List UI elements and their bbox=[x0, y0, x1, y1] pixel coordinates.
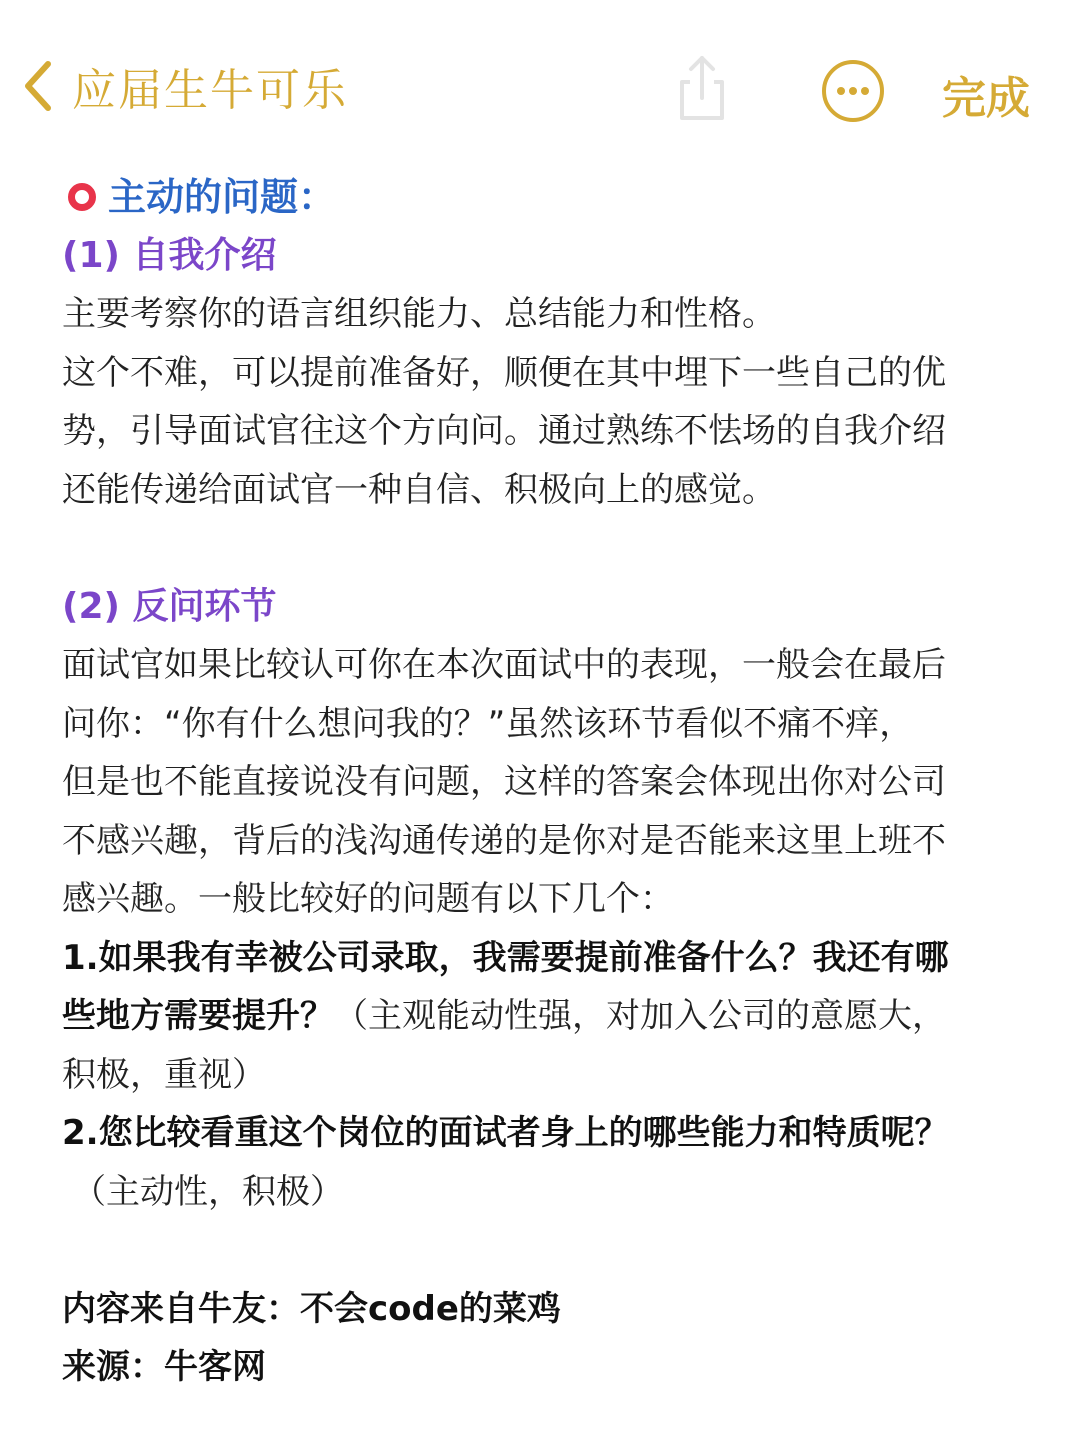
paragraph-line: 感兴趣。一般比较好的问题有以下几个： bbox=[62, 879, 674, 919]
paragraph-line: 但是也不能直接说没有问题，这样的答案会体现出你对公司 bbox=[62, 762, 946, 802]
blank-line bbox=[62, 519, 1022, 578]
paragraph-line: 这个不难，可以提前准备好，顺便在其中埋下一些自己的优 bbox=[62, 352, 946, 393]
nav-bar bbox=[0, 40, 1080, 140]
paragraph-line: 不感兴趣，背后的浅沟通传递的是你对是否能来这里上班不 bbox=[62, 820, 946, 861]
paragraph-line: 势，引导面试官往这个方向问。通过熟练不怯场的自我介绍 bbox=[62, 411, 946, 451]
section1-title: (1) 自我介绍 bbox=[62, 234, 277, 276]
question-1-line: 积极，重视） bbox=[62, 1054, 266, 1095]
note-body[interactable] bbox=[62, 168, 1022, 1397]
question-1-note: （主观能动性强，对加入公司的意愿大， bbox=[334, 996, 946, 1036]
paragraph-line: 问你：“你有什么想问我的？”虽然该环节看似不痛不痒， bbox=[62, 703, 914, 744]
section-heading bbox=[62, 168, 1022, 227]
question-1-line: 1.如果我有幸被公司录取，我需要提前准备什么？我还有哪 bbox=[62, 937, 949, 978]
source-line: 来源：牛客网 bbox=[62, 1347, 266, 1387]
question-2-note: （主动性，积极） bbox=[72, 1171, 344, 1212]
paragraph-line: 面试官如果比较认可你在本次面试中的表现，一般会在最后 bbox=[62, 645, 946, 685]
share-icon bbox=[670, 109, 734, 128]
question-1-line bbox=[62, 987, 1022, 1046]
blank-line bbox=[62, 1221, 1022, 1280]
paragraph-line: 主要考察你的语言组织能力、总结能力和性格。 bbox=[62, 294, 776, 334]
back-button[interactable] bbox=[22, 56, 348, 116]
share-button[interactable] bbox=[670, 52, 734, 124]
credit-line: 内容来自牛友：不会code的菜鸡 bbox=[62, 1288, 561, 1329]
back-label: 应届生牛可乐 bbox=[72, 65, 348, 116]
red-circle-icon bbox=[68, 183, 96, 211]
done-button[interactable]: 完成 bbox=[942, 73, 1030, 124]
section2-title: (2) 反问环节 bbox=[62, 585, 277, 627]
more-icon bbox=[820, 109, 886, 128]
question-2-line: 2.您比较看重这个岗位的面试者身上的哪些能力和特质呢？ bbox=[62, 1113, 949, 1153]
more-button[interactable] bbox=[820, 58, 886, 124]
paragraph-line: 还能传递给面试官一种自信、积极向上的感觉。 bbox=[62, 469, 776, 510]
chevron-left-icon bbox=[22, 58, 54, 114]
question-1-bold: 些地方需要提升？ bbox=[62, 996, 334, 1036]
heading-text: 主动的问题： bbox=[108, 175, 337, 219]
